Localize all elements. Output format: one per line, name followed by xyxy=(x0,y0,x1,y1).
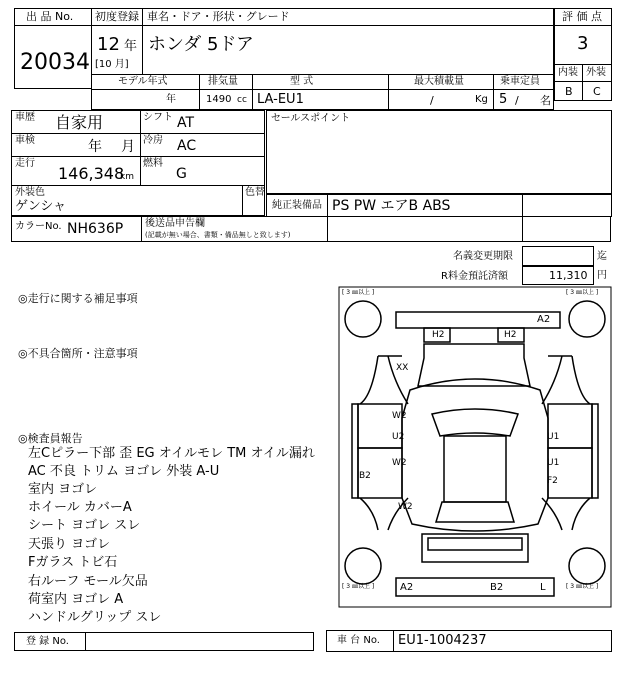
after-parts-note: (記載が無い場合、書類・備品無しと致します) xyxy=(145,231,291,239)
model-doors: 5ドア xyxy=(207,34,254,55)
name-change-label: 名義変更期限 xyxy=(453,251,513,262)
lot-no-label: 出 品 No. xyxy=(26,10,74,23)
right-quarter xyxy=(542,498,590,530)
lot-no: 20034 xyxy=(20,50,90,75)
mark-rear-bumper-center: B2 xyxy=(490,582,504,593)
recycle-unit: 円 xyxy=(597,270,607,281)
recycle-label: R料金預託済額 xyxy=(441,271,508,282)
equipment-value: PS PW エアB ABS xyxy=(332,198,451,214)
tire-label: [ 3 ㎜以上 ] xyxy=(566,289,599,296)
mark-left-sill: B2 xyxy=(359,471,371,481)
tail-gate-plate xyxy=(428,538,522,550)
inspector-line: AC 不良 トリム ヨゴレ 外装 A-U xyxy=(28,464,220,479)
inspector-line: ハンドルグリップ スレ xyxy=(28,610,162,625)
first-reg-year-unit: 年 xyxy=(124,39,138,54)
history-value: 自家用 xyxy=(55,113,104,132)
name-change-box xyxy=(522,246,594,266)
body-outline xyxy=(402,379,548,531)
inspector-line: 室内 ヨゴレ xyxy=(28,482,98,497)
inspection-label: 車検 xyxy=(15,135,35,146)
model-name-cell xyxy=(142,25,554,75)
rear-window xyxy=(436,502,514,522)
mileage-value: 146,348 xyxy=(58,164,125,183)
displacement-unit: cc xyxy=(237,95,247,105)
ac-label: 冷房 xyxy=(143,135,163,146)
type-value: LA-EU1 xyxy=(257,92,304,107)
tire-front-left xyxy=(345,301,381,337)
defects-notes-label: ◎不具合箇所・注意事項 xyxy=(18,347,138,360)
mark-right-rear-door-lower: F2 xyxy=(547,476,558,486)
inspector-line: 左Cピラー下部 歪 EG オイルモレ TM オイル漏れ xyxy=(28,446,315,461)
model-name: ホンダ xyxy=(148,34,202,55)
car-damage-diagram xyxy=(338,286,612,608)
color-change-label: 色替 xyxy=(245,187,265,198)
displacement-label: 排気量 xyxy=(208,76,238,87)
capacity-unit: 名 xyxy=(540,94,551,107)
inspector-line: 荷室内 ヨゴレ A xyxy=(28,592,124,607)
right-rear-door xyxy=(548,448,592,498)
roof xyxy=(444,436,506,502)
mark-left-rear-door: W2 xyxy=(392,458,407,468)
right-sill xyxy=(592,404,598,498)
rear-bumper xyxy=(396,578,554,596)
first-reg-month: [10 月] xyxy=(95,59,129,70)
color-no-label: カラーNo. xyxy=(15,221,62,232)
shift-label: シフト xyxy=(143,112,173,123)
model-year-label: モデル年式 xyxy=(118,76,168,87)
after-parts-label: 後送品申告欄 xyxy=(145,218,205,229)
inspection-month: 月 xyxy=(121,139,135,155)
front-bumper xyxy=(396,312,560,328)
rating-label: 評 価 点 xyxy=(562,10,602,23)
mark-headlight-left: H2 xyxy=(432,330,445,340)
fuel-value: G xyxy=(176,166,187,182)
mileage-unit: km xyxy=(120,172,134,182)
max-load-unit: Kg xyxy=(475,94,488,105)
inspector-line: 右ルーフ モール欠品 xyxy=(28,574,148,589)
equipment-label: 純正装備品 xyxy=(272,200,322,211)
tire-label: [ 3 ㎜以上 ] xyxy=(566,583,599,590)
recycle-value: 11,310 xyxy=(549,269,588,282)
tire-rear-right xyxy=(569,548,605,584)
inspector-line: 天張り ヨゴレ xyxy=(28,537,111,552)
first-reg-year: 12 xyxy=(97,34,120,55)
right-fender xyxy=(542,356,590,404)
capacity-value: 5 xyxy=(499,92,508,107)
name-change-unit: 迄 xyxy=(597,251,607,262)
tire-label: [ 3 ㎜以上 ] xyxy=(342,583,375,590)
mark-left-quarter: W2 xyxy=(398,502,413,512)
sales-point-label: セールスポイント xyxy=(271,113,351,124)
tire-rear-left xyxy=(345,548,381,584)
capacity-label: 乗車定員 xyxy=(500,76,540,87)
driving-notes-label: ◎走行に関する補足事項 xyxy=(18,292,138,305)
inspector-line: Fガラス トビ石 xyxy=(28,555,118,570)
exterior-color-value: ゲンシャ xyxy=(15,199,67,214)
inspector-report-label: ◎検査員報告 xyxy=(18,432,83,445)
rating-value: 3 xyxy=(577,33,589,54)
mark-left-front-door: U2 xyxy=(392,432,405,442)
mark-front-bumper: A2 xyxy=(537,314,551,325)
left-sill xyxy=(352,404,358,498)
mark-rear-bumper-right: L xyxy=(540,582,546,593)
mark-right-front-door: U1 xyxy=(547,432,560,442)
fuel-label: 燃料 xyxy=(143,158,163,169)
model-year-unit: 年 xyxy=(166,94,176,105)
capacity-sep: / xyxy=(515,94,519,107)
tire-front-right xyxy=(569,301,605,337)
exterior-label: 外装 xyxy=(586,67,606,78)
exterior-grade: C xyxy=(593,85,601,98)
inspection-year: 年 xyxy=(88,139,102,155)
chassis-label: 車 台 No. xyxy=(337,635,380,646)
windshield xyxy=(432,409,518,436)
interior-grade: B xyxy=(565,85,573,98)
mileage-label: 走行 xyxy=(15,158,35,169)
inspector-line: シート ヨゴレ スレ xyxy=(28,518,141,533)
first-reg-label: 初度登録 xyxy=(95,10,139,23)
max-load-label: 最大積載量 xyxy=(414,76,464,87)
exterior-color-label: 外装色 xyxy=(15,187,45,198)
mark-headlight-right: H2 xyxy=(504,330,517,340)
inspector-line: ホイール カバーA xyxy=(28,500,132,515)
mark-rear-bumper-left: A2 xyxy=(400,582,414,593)
ac-value: AC xyxy=(177,138,197,154)
reg-no-label: 登 録 No. xyxy=(26,636,69,647)
type-label: 型 式 xyxy=(290,76,314,87)
mark-left-fender: XX xyxy=(396,363,409,373)
color-no-value: NH636P xyxy=(67,221,124,237)
mark-left-front-door-upper: W2 xyxy=(392,411,407,421)
chassis-value: EU1-1004237 xyxy=(398,633,487,648)
shift-value: AT xyxy=(177,115,195,131)
max-load-sep: / xyxy=(430,94,434,107)
interior-label: 内装 xyxy=(558,67,578,78)
history-label: 車歴 xyxy=(15,112,35,123)
mark-right-rear-door: U1 xyxy=(547,458,560,468)
tire-label: [ 3 ㎜以上 ] xyxy=(342,289,375,296)
displacement-value: 1490 xyxy=(206,94,232,105)
model-desc-label: 車名・ドア・形状・グレード xyxy=(147,10,290,23)
